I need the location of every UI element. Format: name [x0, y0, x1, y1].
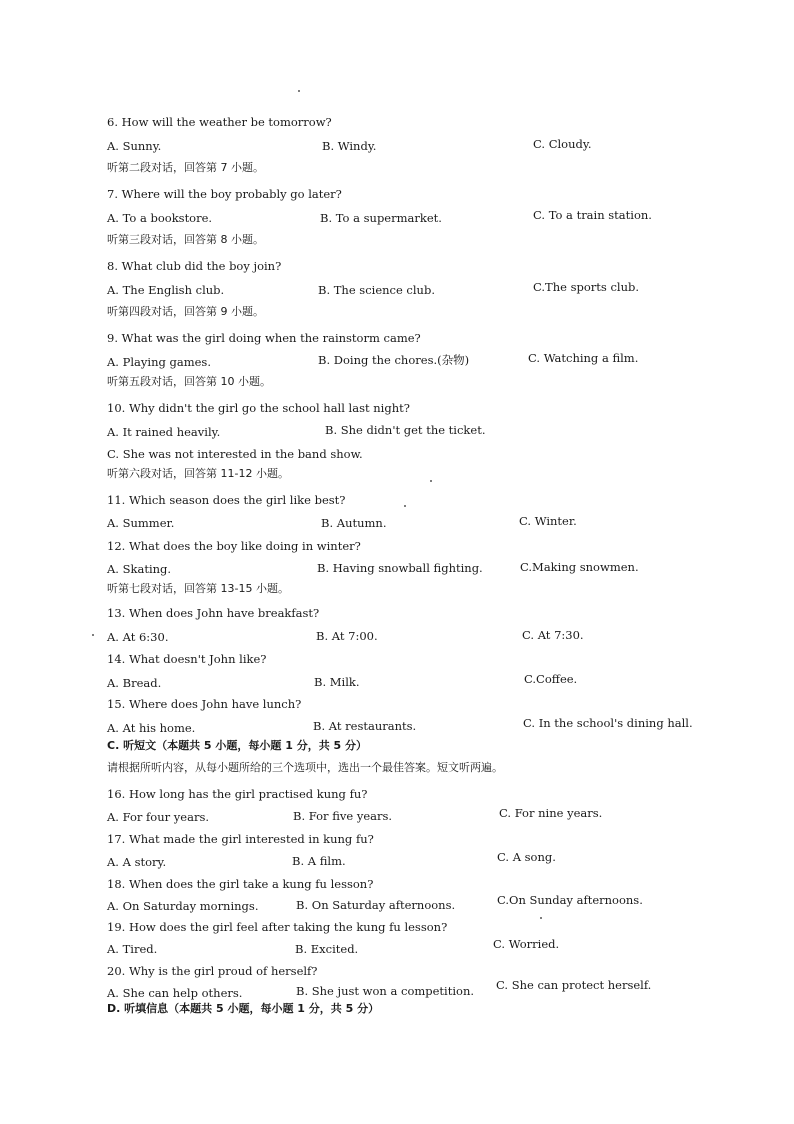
q13-option-b: B. At 7:00.: [316, 629, 378, 643]
section-4-instruction: 听第四段对话，回答第 9 小题。: [107, 305, 264, 318]
q11-option-b: B. Autumn.: [321, 516, 387, 530]
question-17: 17. What made the girl interested in kung fu?: [107, 832, 374, 846]
section-6-instruction: 听第六段对话，回答第 11-12 小题。: [107, 467, 289, 480]
q11-option-c: C. Winter.: [519, 514, 577, 528]
question-16: 16. How long has the girl practised kung fu?: [107, 787, 368, 801]
q12-option-a: A. Skating.: [107, 562, 172, 576]
section-3-instruction: 听第三段对话，回答第 8 小题。: [107, 233, 264, 246]
q15-option-c: C. In the school's dining hall.: [523, 716, 693, 730]
part-c-instruction: 请根据所听内容，从每小题所给的三个选项中，选出一个最佳答案。短文听两遍。: [107, 761, 503, 774]
q10-option-c: C. She was not interested in the band show.: [107, 447, 363, 461]
scan-speck: [430, 480, 432, 482]
q15-option-b: B. At restaurants.: [313, 719, 417, 733]
q18-option-a: A. On Saturday mornings.: [107, 899, 259, 913]
q19-option-a: A. Tired.: [107, 942, 158, 956]
question-7: 7. Where will the boy probably go later?: [107, 187, 342, 201]
q11-option-a: A. Summer.: [107, 516, 175, 530]
q9-option-c: C. Watching a film.: [528, 351, 639, 365]
question-8: 8. What club did the boy join?: [107, 259, 282, 273]
question-13: 13. When does John have breakfast?: [107, 606, 320, 620]
q16-option-b: B. For five years.: [293, 809, 393, 823]
q8-option-b: B. The science club.: [318, 283, 435, 297]
q14-option-a: A. Bread.: [107, 676, 162, 690]
q7-option-a: A. To a bookstore.: [107, 211, 213, 225]
question-15: 15. Where does John have lunch?: [107, 697, 302, 711]
section-5-instruction: 听第五段对话，回答第 10 小题。: [107, 375, 271, 388]
q12-option-c: C.Making snowmen.: [520, 560, 639, 574]
question-18: 18. When does the girl take a kung fu lesson?: [107, 877, 374, 891]
q13-option-c: C. At 7:30.: [522, 628, 584, 642]
q18-option-c: C.On Sunday afternoons.: [497, 893, 643, 907]
q17-option-c: C. A song.: [497, 850, 556, 864]
q13-option-a: A. At 6:30.: [107, 630, 169, 644]
scan-speck: [540, 917, 542, 919]
scan-speck: [298, 90, 300, 92]
scan-speck: [404, 505, 406, 507]
q9-option-b: B. Doing the chores.(杂物): [318, 353, 470, 367]
q19-option-b: B. Excited.: [295, 942, 359, 956]
q8-option-a: A. The English club.: [107, 283, 225, 297]
question-12: 12. What does the boy like doing in winter?: [107, 539, 361, 553]
q6-option-b: B. Windy.: [322, 139, 377, 153]
q20-option-b: B. She just won a competition.: [296, 984, 475, 998]
q18-option-b: B. On Saturday afternoons.: [296, 898, 456, 912]
part-d-heading: D. 听填信息（本题共 5 小题，每小题 1 分，共 5 分）: [107, 1002, 380, 1015]
q7-option-c: C. To a train station.: [533, 208, 652, 222]
q16-option-c: C. For nine years.: [499, 806, 603, 820]
q14-option-b: B. Milk.: [314, 675, 360, 689]
q6-option-a: A. Sunny.: [107, 139, 162, 153]
question-10: 10. Why didn't the girl go the school hall last night?: [107, 401, 410, 415]
part-c-heading: C. 听短文（本题共 5 小题，每小题 1 分，共 5 分）: [107, 739, 368, 752]
q9-option-a: A. Playing games.: [107, 355, 211, 369]
q14-option-c: C.Coffee.: [524, 672, 578, 686]
q10-option-a: A. It rained heavily.: [107, 425, 221, 439]
q20-option-a: A. She can help others.: [107, 986, 243, 1000]
q7-option-b: B. To a supermarket.: [320, 211, 442, 225]
question-20: 20. Why is the girl proud of herself?: [107, 964, 318, 978]
q17-option-b: B. A film.: [292, 854, 346, 868]
q6-option-c: C. Cloudy.: [533, 137, 592, 151]
scan-speck: [92, 634, 94, 636]
q16-option-a: A. For four years.: [107, 810, 209, 824]
q19-option-c: C. Worried.: [493, 937, 560, 951]
q8-option-c: C.The sports club.: [533, 280, 639, 294]
q20-option-c: C. She can protect herself.: [496, 978, 652, 992]
question-14: 14. What doesn't John like?: [107, 652, 267, 666]
question-6: 6. How will the weather be tomorrow?: [107, 115, 332, 129]
q10-option-b: B. She didn't get the ticket.: [325, 423, 486, 437]
question-9: 9. What was the girl doing when the rainstorm came?: [107, 331, 421, 345]
section-7-instruction: 听第七段对话，回答第 13-15 小题。: [107, 582, 289, 595]
q12-option-b: B. Having snowball fighting.: [317, 561, 483, 575]
question-19: 19. How does the girl feel after taking the kung fu lesson?: [107, 920, 448, 934]
q15-option-a: A. At his home.: [107, 721, 196, 735]
q17-option-a: A. A story.: [107, 855, 167, 869]
question-11: 11. Which season does the girl like best?: [107, 493, 346, 507]
section-2-instruction: 听第二段对话，回答第 7 小题。: [107, 161, 264, 174]
